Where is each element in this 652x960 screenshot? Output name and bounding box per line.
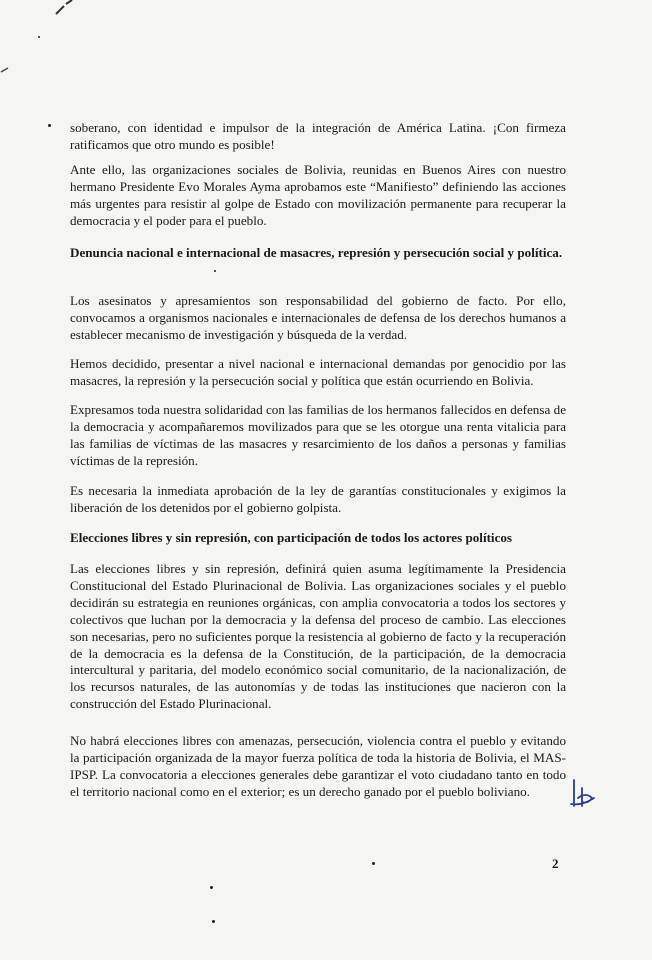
text-line: Hemos decidido, presentar a nivel nacional e internacional demandas por genocidio por las <box>70 356 566 371</box>
text-line: Constitucional del Estado Plurinacional de Bolivia. Las organizaciones sociales y el pueblo <box>70 577 566 593</box>
text-line: acciones más urgentes para resistir al golpe de Estado con movilización permanente para <box>70 178 566 211</box>
scan-speck <box>48 124 51 127</box>
text-line: ciudadano tanto en todo el territorio nacional como en el exterior; es un derecho ganado por <box>70 766 566 799</box>
scan-mark <box>54 0 84 16</box>
text-line: Las elecciones libres y sin represión, definirá quien asuma legítimamente la Presidencia <box>70 561 566 576</box>
paragraph <box>70 561 566 713</box>
text-line: masacres, la represión y la persecución social y política que están ocurriendo en Bolivia. <box>70 372 534 388</box>
text-line: convocamos a organismos nacionales e internacionales de defensa de los derechos humanos <box>70 309 557 325</box>
text-line: nacionalización, de los recursos naturales, de las autonomías y de todas las instituciones <box>70 662 567 695</box>
text-line: Es necesaria la inmediata aprobación de la ley de garantías constitucionales y exigimos la <box>70 483 566 498</box>
paragraph <box>70 483 566 517</box>
scan-mark <box>0 60 14 76</box>
text-line: recuperación de la democracia es la defensa de la Constitución, de la participación, de la <box>70 628 566 661</box>
text-line: familias víctimas de la represión. <box>70 435 566 468</box>
scan-speck <box>38 36 40 38</box>
paragraph <box>70 733 566 801</box>
text-line: que nacieron con la construcción del Estado Plurinacional. <box>70 679 567 712</box>
scan-speck <box>210 886 213 889</box>
section-heading <box>70 530 566 547</box>
text-line: No habrá elecciones libres con amenazas, persecución, violencia contra el pueblo y <box>70 733 517 748</box>
text-line: Elecciones libres y sin represión, con participación de todos los actores políticos <box>70 530 513 545</box>
scan-speck <box>212 920 215 923</box>
text-line: Bolivia, el MAS-IPSP. La convocatoria a elecciones generales debe garantizar el voto <box>70 749 566 782</box>
text-line: Ante ello, las organizaciones sociales de Bolivia, reunidas en Buenos Aires con nuestro <box>70 162 566 177</box>
paragraph <box>70 402 566 470</box>
scan-speck <box>372 862 375 865</box>
text-line: liberación de los detenidos por el gobierno golpista. <box>70 499 342 515</box>
text-line: de la democracia y acompañaremos movilizados para que se les otorgue una renta vitalicia <box>70 402 566 434</box>
text-line: soberano, con identidad e impulsor de la integración de América Latina. ¡Con firmeza <box>70 120 566 135</box>
text-line: Denuncia nacional e internacional de masacres, represión y persecución social y <box>70 245 515 260</box>
text-line: recuperar la democracia y el poder para el pueblo. <box>70 195 566 228</box>
scan-speck <box>214 270 216 272</box>
text-line: a establecer mecanismo de investigación y búsqueda de la verdad. <box>70 309 566 342</box>
page-number: 2 <box>552 856 559 871</box>
paragraph <box>70 120 566 154</box>
text-line: evitando la participación organizada de la mayor fuerza política de toda la historia de <box>70 733 566 765</box>
paragraph <box>70 293 566 344</box>
text-line: Los asesinatos y apresamientos son responsabilidad del gobierno de facto. Por ello, <box>70 293 566 308</box>
section-heading <box>70 245 566 262</box>
text-line: decidirán su estrategia en reuniones orgánicas, con amplia convocatoria a todos los sectores <box>70 594 556 610</box>
text-line: política. <box>517 245 563 260</box>
text-line: y colectivos que luchan por la democracia y la defensa del proceso de cambio. Las <box>70 594 566 627</box>
text-line: para las familias de víctimas de las masacres y resarcimiento de los daños a personas y <box>70 418 566 451</box>
handwritten-signature <box>568 776 598 812</box>
text-line: democracia intercultural y paritaria, del modelo económico social comunitario, de la <box>70 645 566 678</box>
paragraph <box>70 356 566 390</box>
paragraph <box>70 162 566 230</box>
text-line: Expresamos toda nuestra solidaridad con las familias de los hermanos fallecidos en defensa <box>70 402 551 417</box>
text-line: hermano Presidente Evo Morales Ayma aprobamos este “Manifiesto” definiendo las <box>70 178 517 194</box>
text-line: elecciones son necesarias, pero no suficientes porque la resistencia al gobierno de facto y la <box>70 611 566 644</box>
text-line: el pueblo boliviano. <box>425 783 530 799</box>
text-line: ratificamos que otro mundo es posible! <box>70 136 275 152</box>
